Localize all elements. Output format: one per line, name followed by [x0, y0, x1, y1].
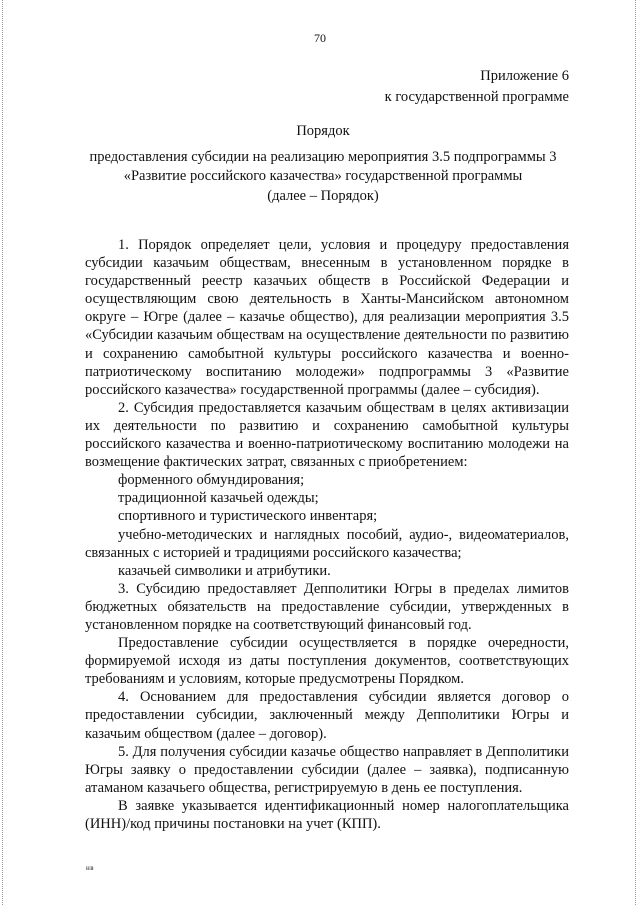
title-line-1: предоставления субсидии на реализацию мероприятия 3.5 подпрограммы 3	[89, 148, 557, 165]
list-item-equipment: спортивного и туристического инвентаря;	[118, 508, 378, 525]
title-word: Порядок	[296, 123, 350, 139]
paragraph-3: 3. Субсидию предоставляет Депполитики Югры в пределах лимитов бюджетных обязательств на предоставление субсидии, утвержденных в установленном порядке на соответствующий финансовый год.	[85, 580, 569, 633]
appendix-heading	[385, 66, 569, 108]
paragraph-1: 1. Порядок определяет цели, условия и процедуру предоставления субсидии казачьим обществам, внесенным в установленном порядке в государственный реестр казачьих обществ в Российской Федерации и осуществляющим свою деятельность в Ханты-Мансийском автономном округе – Югре (далее – казачье общество), для реализации мероприятия 3.5 «Субсидии казачьим обществам на осуществление деятельности по развитию и сохранению самобытной культуры российского казачества и военно-патриотическому воспитанию молодежи» подпрограммы 3 «Развитие российского казачества» государственной программы (далее – субсидия).	[85, 237, 569, 398]
paragraph-2: 2. Субсидия предоставляется казачьим обществам в целях активизации их деятельности по развитию и сохранению самобытной культуры российского казачества и военно-патриотическому воспитанию молодежи на возмещение фактических затрат, связанных с приобретением:	[85, 399, 569, 471]
list-item-clothing: традиционной казачьей одежды;	[118, 490, 319, 507]
list-item-uniform: форменного обмундирования;	[118, 472, 305, 489]
list-item-teaching-materials: учебно-методических и наглядных пособий, аудио-, видеоматериалов, связанных с историей и традициями российского казачества;	[85, 526, 569, 561]
appendix-line-1: Приложение 6	[480, 68, 569, 84]
paragraph-4: 4. Основанием для предоставления субсидии является договор о предоставлении субсидии, заключенный между Депполитики Югры и казачьим обществом (далее – договор).	[85, 689, 569, 742]
title-line-2: «Развитие российского казачества» государственной программы	[123, 168, 523, 184]
paragraph-5-continued: В заявке указывается идентификационный номер налогоплательщика (ИНН)/код причины постановки на учет (КПП).	[85, 797, 569, 832]
appendix-line-2: к государственной программе	[384, 89, 569, 105]
paragraph-3-continued: Предоставление субсидии осуществляется в порядке очередности, формируемой исходя из даты поступления документов, соответствующих требованиям и условиям, которые предусмотрены Порядком.	[85, 635, 569, 688]
document-body	[85, 236, 569, 833]
list-item-symbols: казачьей символики и атрибутики.	[118, 562, 331, 579]
scan-edge-left	[2, 0, 4, 905]
title-line-3: (далее – Порядок)	[267, 187, 379, 204]
paragraph-5: 5. Для получения субсидии казачье общество направляет в Депполитики Югры заявку о предоставлении субсидии (далее – заявка), подписанную атаманом казачьего общества, регистрируемую в день ее поступления.	[85, 743, 569, 796]
document-title	[74, 122, 572, 206]
page-number: 70	[314, 31, 326, 45]
footer-code: нв	[86, 864, 95, 872]
scan-edge-right	[635, 0, 637, 905]
